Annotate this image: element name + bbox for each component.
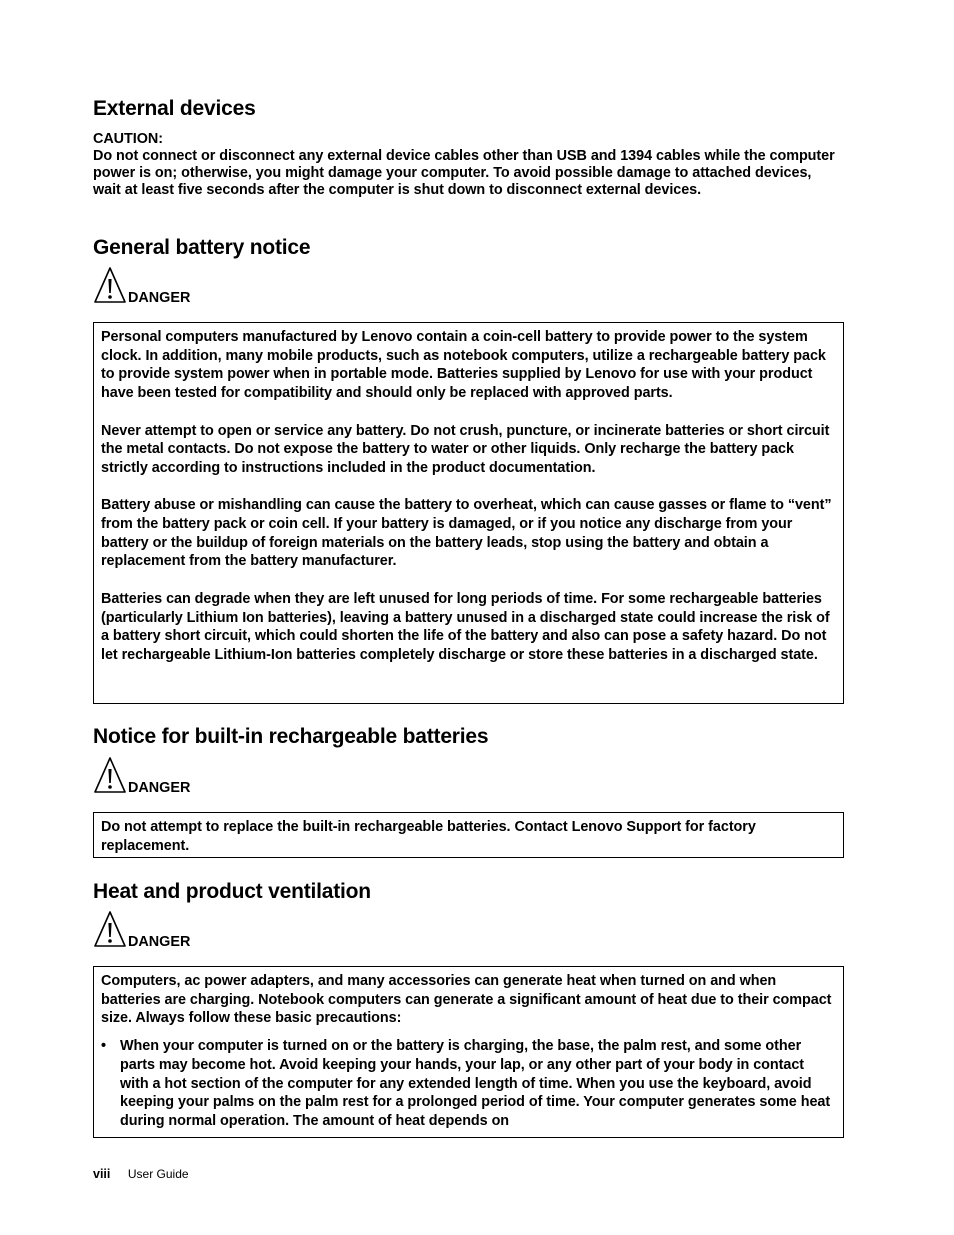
- danger-heading: [93, 266, 190, 306]
- page-number: viii: [93, 1167, 111, 1181]
- danger-box-built-in: [93, 812, 844, 858]
- section-title-built-in-batteries: Notice for built-in rechargeable batteries: [93, 725, 489, 748]
- danger-label: DANGER: [128, 934, 191, 950]
- section-title-heat-ventilation: Heat and product ventilation: [93, 880, 371, 903]
- section-title-general-battery-notice: General battery notice: [93, 236, 311, 259]
- danger-paragraph: Do not attempt to replace the built-in rechargeable batteries. Contact Lenovo Support for factory replacement.: [101, 819, 756, 854]
- danger-paragraph: Personal computers manufactured by Lenovo contain a coin-cell battery to provide power to the system clock. In addition, many mobile products, such as notebook computers, utilize a rechargeable battery pack to provide system power when in portable mode. Batteries supplied by Lenovo for use with your product have been tested for compatibility and should only be replaced with approved parts.: [101, 329, 826, 402]
- danger-paragraph: Battery abuse or mishandling can cause the battery to overheat, which can cause gasses or flame to “vent” from the battery pack or coin cell. If your battery is damaged, or if you notice any discharge from your battery or the buildup of foreign materials on the battery leads, stop using the battery and obtain a replacement from the battery manufacturer.: [101, 497, 832, 570]
- danger-box-battery: [93, 322, 844, 704]
- precautions-list: [101, 1037, 836, 1131]
- danger-label: DANGER: [128, 290, 191, 306]
- danger-intro: Computers, ac power adapters, and many accessories can generate heat when turned on and when batteries are charging. Notebook computers can generate a significant amount of heat due to their compact size. Always follow these basic precautions:: [101, 973, 832, 1027]
- page-footer: [93, 1167, 189, 1181]
- section-title-external-devices: External devices: [93, 97, 256, 120]
- warning-triangle-icon: [93, 266, 127, 306]
- danger-heading: [93, 756, 190, 796]
- danger-box-heat: [93, 966, 844, 1138]
- warning-triangle-icon: [93, 910, 127, 950]
- danger-heading: [93, 910, 190, 950]
- caution-label: CAUTION:: [93, 131, 163, 147]
- danger-label: DANGER: [128, 780, 191, 796]
- warning-triangle-icon: [93, 756, 127, 796]
- document-title: User Guide: [127, 1167, 189, 1181]
- caution-block: [93, 131, 838, 199]
- list-item: • When your computer is turned on or the battery is charging, the base, the palm rest, and some other parts may become hot. Avoid keeping your hands, your lap, or any other part of your body in contact with a hot section of the computer for any extended length of time. When you use the keyboard, avoid keeping your palms on the palm rest for a prolonged period of time. Your computer generates some heat during normal operation. The amount of heat depends on: [101, 1037, 836, 1131]
- danger-paragraph: Batteries can degrade when they are left unused for long periods of time. For some rechargeable batteries (particularly Lithium Ion batteries), leaving a battery unused in a discharged state could increase the risk of a battery short circuit, which could shorten the life of the battery and also can pose a safety hazard. Do not let rechargeable Lithium-Ion batteries completely discharge or store these batteries in a discharged state.: [101, 590, 830, 663]
- danger-paragraph: Never attempt to open or service any battery. Do not crush, puncture, or incinerate batteries or short circuit the metal contacts. Do not expose the battery to water or other liquids. Only recharge the battery pack strictly according to instructions included in the product documentation.: [101, 422, 830, 476]
- caution-text: Do not connect or disconnect any external device cables other than USB and 1394 cables while the computer power is on; otherwise, you might damage your computer. To avoid possible damage to attached devices, wait at least five seconds after the computer is shut down to disconnect external devices.: [93, 148, 835, 198]
